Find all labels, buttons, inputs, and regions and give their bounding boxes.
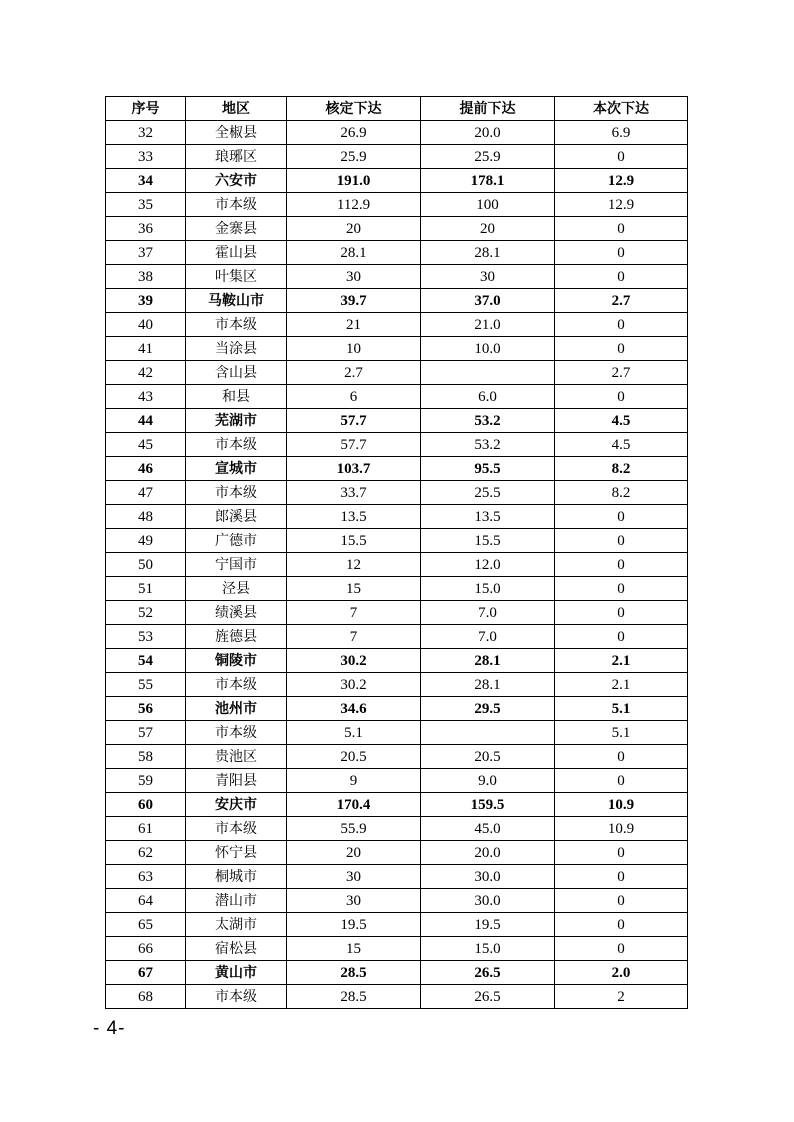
cell-advance: 10.0 [421,337,555,361]
cell-approved: 25.9 [287,145,421,169]
cell-approved: 20.5 [287,745,421,769]
cell-advance: 28.1 [421,241,555,265]
cell-advance: 20.0 [421,841,555,865]
cell-index: 35 [106,193,186,217]
table-row [106,697,688,721]
table-row [106,433,688,457]
cell-index: 50 [106,553,186,577]
cell-advance: 9.0 [421,769,555,793]
cell-approved: 26.9 [287,121,421,145]
cell-index: 51 [106,577,186,601]
cell-index: 56 [106,697,186,721]
cell-index: 42 [106,361,186,385]
cell-index: 55 [106,673,186,697]
cell-advance: 13.5 [421,505,555,529]
cell-region: 市本级 [186,721,287,745]
cell-region: 广德市 [186,529,287,553]
cell-approved: 15 [287,577,421,601]
table-row [106,409,688,433]
cell-approved: 21 [287,313,421,337]
cell-region: 含山县 [186,361,287,385]
table-row [106,625,688,649]
cell-index: 59 [106,769,186,793]
cell-approved: 30 [287,865,421,889]
cell-advance: 30 [421,265,555,289]
table-row [106,601,688,625]
cell-approved: 30 [287,889,421,913]
cell-advance: 53.2 [421,409,555,433]
cell-current: 2.7 [555,289,688,313]
cell-region: 市本级 [186,193,287,217]
cell-approved: 10 [287,337,421,361]
table-row [106,265,688,289]
cell-current: 0 [555,625,688,649]
cell-index: 68 [106,985,186,1009]
table-row [106,985,688,1009]
cell-advance: 30.0 [421,865,555,889]
table-row [106,121,688,145]
cell-approved: 20 [287,217,421,241]
cell-current: 0 [555,601,688,625]
cell-advance: 53.2 [421,433,555,457]
cell-advance: 20.5 [421,745,555,769]
cell-advance: 26.5 [421,985,555,1009]
cell-index: 44 [106,409,186,433]
cell-advance [421,721,555,745]
cell-approved: 39.7 [287,289,421,313]
cell-current: 10.9 [555,817,688,841]
cell-advance: 20.0 [421,121,555,145]
table-row [106,961,688,985]
cell-index: 63 [106,865,186,889]
cell-region: 和县 [186,385,287,409]
cell-region: 六安市 [186,169,287,193]
cell-region: 安庆市 [186,793,287,817]
cell-current: 0 [555,505,688,529]
cell-advance: 25.5 [421,481,555,505]
table-row [106,337,688,361]
cell-current: 5.1 [555,697,688,721]
cell-approved: 12 [287,553,421,577]
cell-advance: 19.5 [421,913,555,937]
cell-region: 宿松县 [186,937,287,961]
cell-region: 琅琊区 [186,145,287,169]
cell-current: 0 [555,217,688,241]
cell-approved: 15 [287,937,421,961]
cell-approved: 112.9 [287,193,421,217]
cell-current: 0 [555,265,688,289]
cell-index: 60 [106,793,186,817]
table-row [106,241,688,265]
cell-approved: 30.2 [287,649,421,673]
cell-region: 叶集区 [186,265,287,289]
table-row [106,145,688,169]
cell-approved: 55.9 [287,817,421,841]
cell-region: 泾县 [186,577,287,601]
cell-current: 2.7 [555,361,688,385]
cell-index: 58 [106,745,186,769]
cell-region: 市本级 [186,313,287,337]
cell-index: 33 [106,145,186,169]
cell-advance: 29.5 [421,697,555,721]
table-row [106,289,688,313]
cell-advance: 15.0 [421,937,555,961]
cell-index: 43 [106,385,186,409]
table-row [106,769,688,793]
cell-current: 12.9 [555,169,688,193]
cell-current: 2.1 [555,673,688,697]
table-row [106,673,688,697]
header-current: 本次下达 [555,97,688,121]
cell-current: 2.1 [555,649,688,673]
cell-approved: 7 [287,625,421,649]
cell-region: 芜湖市 [186,409,287,433]
cell-approved: 13.5 [287,505,421,529]
cell-current: 0 [555,529,688,553]
table-row [106,745,688,769]
cell-index: 62 [106,841,186,865]
cell-current: 0 [555,145,688,169]
allocation-table [105,96,688,1009]
page-number: - 4- [93,1018,126,1039]
cell-index: 67 [106,961,186,985]
table-row [106,505,688,529]
cell-current: 0 [555,745,688,769]
cell-current: 0 [555,385,688,409]
cell-index: 53 [106,625,186,649]
cell-region: 宁国市 [186,553,287,577]
cell-index: 37 [106,241,186,265]
cell-approved: 34.6 [287,697,421,721]
cell-advance: 7.0 [421,625,555,649]
cell-advance: 37.0 [421,289,555,313]
cell-current: 0 [555,913,688,937]
cell-approved: 28.5 [287,961,421,985]
table-row [106,889,688,913]
cell-advance: 15.5 [421,529,555,553]
table-row [106,193,688,217]
cell-current: 2.0 [555,961,688,985]
cell-region: 市本级 [186,433,287,457]
cell-current: 0 [555,769,688,793]
table-row [106,361,688,385]
cell-region: 宣城市 [186,457,287,481]
table-row [106,577,688,601]
cell-approved: 2.7 [287,361,421,385]
cell-region: 马鞍山市 [186,289,287,313]
cell-current: 4.5 [555,433,688,457]
cell-current: 0 [555,553,688,577]
cell-advance: 30.0 [421,889,555,913]
cell-advance: 95.5 [421,457,555,481]
cell-region: 贵池区 [186,745,287,769]
table-row [106,793,688,817]
cell-approved: 57.7 [287,409,421,433]
cell-advance: 20 [421,217,555,241]
cell-advance: 26.5 [421,961,555,985]
cell-index: 45 [106,433,186,457]
cell-region: 潜山市 [186,889,287,913]
cell-index: 66 [106,937,186,961]
header-region: 地区 [186,97,287,121]
cell-region: 市本级 [186,817,287,841]
cell-approved: 20 [287,841,421,865]
cell-index: 52 [106,601,186,625]
table-row [106,385,688,409]
table-row [106,457,688,481]
cell-current: 0 [555,337,688,361]
cell-region: 霍山县 [186,241,287,265]
cell-advance: 159.5 [421,793,555,817]
cell-region: 铜陵市 [186,649,287,673]
cell-region: 绩溪县 [186,601,287,625]
cell-region: 市本级 [186,985,287,1009]
cell-approved: 28.1 [287,241,421,265]
cell-region: 太湖市 [186,913,287,937]
cell-region: 金寨县 [186,217,287,241]
cell-index: 54 [106,649,186,673]
cell-region: 当涂县 [186,337,287,361]
table-row [106,217,688,241]
cell-index: 61 [106,817,186,841]
table-row [106,937,688,961]
cell-index: 36 [106,217,186,241]
cell-current: 5.1 [555,721,688,745]
cell-current: 0 [555,889,688,913]
cell-index: 47 [106,481,186,505]
cell-approved: 5.1 [287,721,421,745]
table-row [106,169,688,193]
cell-current: 6.9 [555,121,688,145]
table-row [106,817,688,841]
cell-approved: 33.7 [287,481,421,505]
cell-advance: 178.1 [421,169,555,193]
cell-index: 39 [106,289,186,313]
header-approved: 核定下达 [287,97,421,121]
cell-region: 桐城市 [186,865,287,889]
cell-current: 0 [555,841,688,865]
cell-approved: 30 [287,265,421,289]
cell-approved: 170.4 [287,793,421,817]
cell-region: 郎溪县 [186,505,287,529]
cell-index: 65 [106,913,186,937]
header-advance: 提前下达 [421,97,555,121]
cell-advance: 28.1 [421,673,555,697]
table-row [106,553,688,577]
cell-region: 全椒县 [186,121,287,145]
table-row [106,913,688,937]
cell-advance [421,361,555,385]
cell-approved: 15.5 [287,529,421,553]
cell-current: 0 [555,313,688,337]
table-row [106,721,688,745]
table-row [106,865,688,889]
table-row [106,313,688,337]
cell-approved: 103.7 [287,457,421,481]
cell-advance: 21.0 [421,313,555,337]
cell-current: 0 [555,577,688,601]
cell-advance: 12.0 [421,553,555,577]
table-row [106,529,688,553]
cell-advance: 100 [421,193,555,217]
cell-index: 48 [106,505,186,529]
cell-region: 市本级 [186,673,287,697]
cell-approved: 7 [287,601,421,625]
cell-index: 57 [106,721,186,745]
cell-region: 池州市 [186,697,287,721]
cell-current: 4.5 [555,409,688,433]
header-index: 序号 [106,97,186,121]
cell-index: 64 [106,889,186,913]
cell-advance: 45.0 [421,817,555,841]
cell-index: 34 [106,169,186,193]
cell-current: 8.2 [555,481,688,505]
cell-region: 怀宁县 [186,841,287,865]
cell-index: 46 [106,457,186,481]
cell-advance: 6.0 [421,385,555,409]
table-row [106,841,688,865]
cell-approved: 9 [287,769,421,793]
table-body [106,121,688,1009]
cell-current: 2 [555,985,688,1009]
cell-region: 青阳县 [186,769,287,793]
cell-region: 黄山市 [186,961,287,985]
cell-index: 40 [106,313,186,337]
cell-approved: 30.2 [287,673,421,697]
table-row [106,481,688,505]
cell-index: 49 [106,529,186,553]
cell-advance: 28.1 [421,649,555,673]
cell-advance: 25.9 [421,145,555,169]
cell-approved: 57.7 [287,433,421,457]
cell-index: 32 [106,121,186,145]
cell-advance: 7.0 [421,601,555,625]
cell-approved: 19.5 [287,913,421,937]
cell-approved: 191.0 [287,169,421,193]
cell-current: 0 [555,865,688,889]
cell-approved: 6 [287,385,421,409]
cell-region: 市本级 [186,481,287,505]
cell-index: 38 [106,265,186,289]
cell-current: 0 [555,937,688,961]
cell-region: 旌德县 [186,625,287,649]
cell-current: 0 [555,241,688,265]
cell-index: 41 [106,337,186,361]
cell-current: 10.9 [555,793,688,817]
cell-approved: 28.5 [287,985,421,1009]
cell-current: 8.2 [555,457,688,481]
table-row [106,649,688,673]
cell-current: 12.9 [555,193,688,217]
cell-advance: 15.0 [421,577,555,601]
table-header-row [106,97,688,121]
